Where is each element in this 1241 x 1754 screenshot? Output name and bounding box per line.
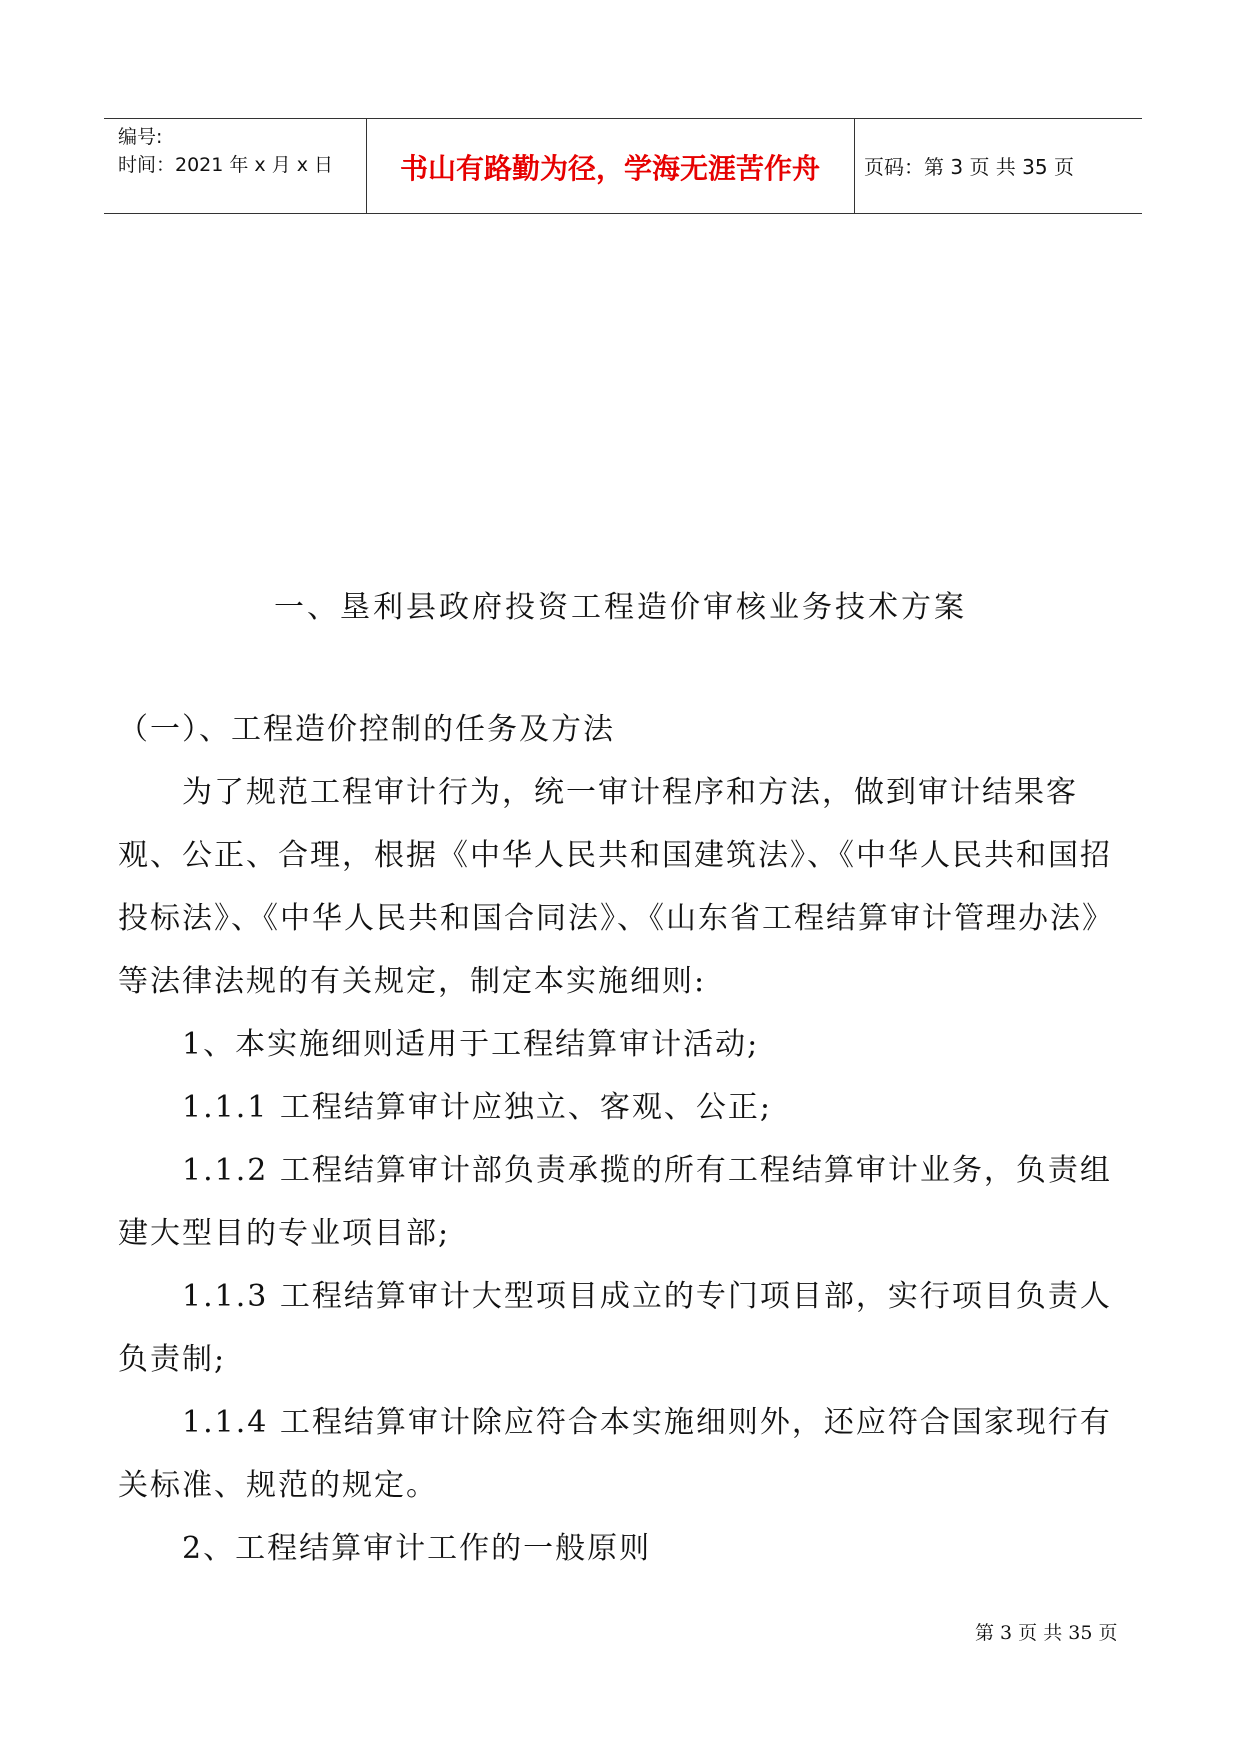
paragraph-item-1-1-2: 1.1.2 工程结算审计部负责承揽的所有工程结算审计业务，负责组建大型目的专业项目部; [118, 1153, 1112, 1251]
section-heading: （一）、工程造价控制的任务及方法 [118, 712, 615, 747]
paragraph-item-1-1-3: 1.1.3 工程结算审计大型项目成立的专门项目部，实行项目负责人负责制; [118, 1279, 1112, 1377]
header-divider-right [854, 119, 855, 213]
paragraph-item-1-1-4: 1.1.4 工程结算审计除应符合本实施细则外，还应符合国家现行有关标准、规范的规定。 [118, 1405, 1112, 1503]
header-meta [118, 123, 366, 179]
header-page-label: 页码：第 3 页 共 35 页 [864, 155, 1074, 179]
paragraph-item-2: 2、工程结算审计工作的一般原则 [182, 1531, 652, 1566]
number-label: 编号: [118, 126, 163, 148]
header-motto: 书山有路勤为径，学海无涯苦作舟 [399, 152, 820, 185]
page-footer: 第 3 页 共 35 页 [975, 1622, 1118, 1644]
document-title: 一、垦利县政府投资工程造价审核业务技术方案 [274, 590, 967, 625]
page-header [104, 118, 1142, 214]
paragraph-item-1-1-1: 1.1.1 工程结算审计应独立、客观、公正; [182, 1090, 772, 1125]
paragraph-item-1: 1、本实施细则适用于工程结算审计活动; [182, 1027, 760, 1062]
time-label: 时间：2021 年 x 月 x 日 [118, 154, 334, 176]
paragraph-intro: 为了规范工程审计行为，统一审计程序和方法，做到审计结果客观、公正、合理，根据《中华人民共和国建筑法》、《中华人民共和国招投标法》、《中华人民共和国合同法》、《山东省工程结算审计管理办法》等法律法规的有关规定，制定本实施细则: [118, 775, 1114, 999]
